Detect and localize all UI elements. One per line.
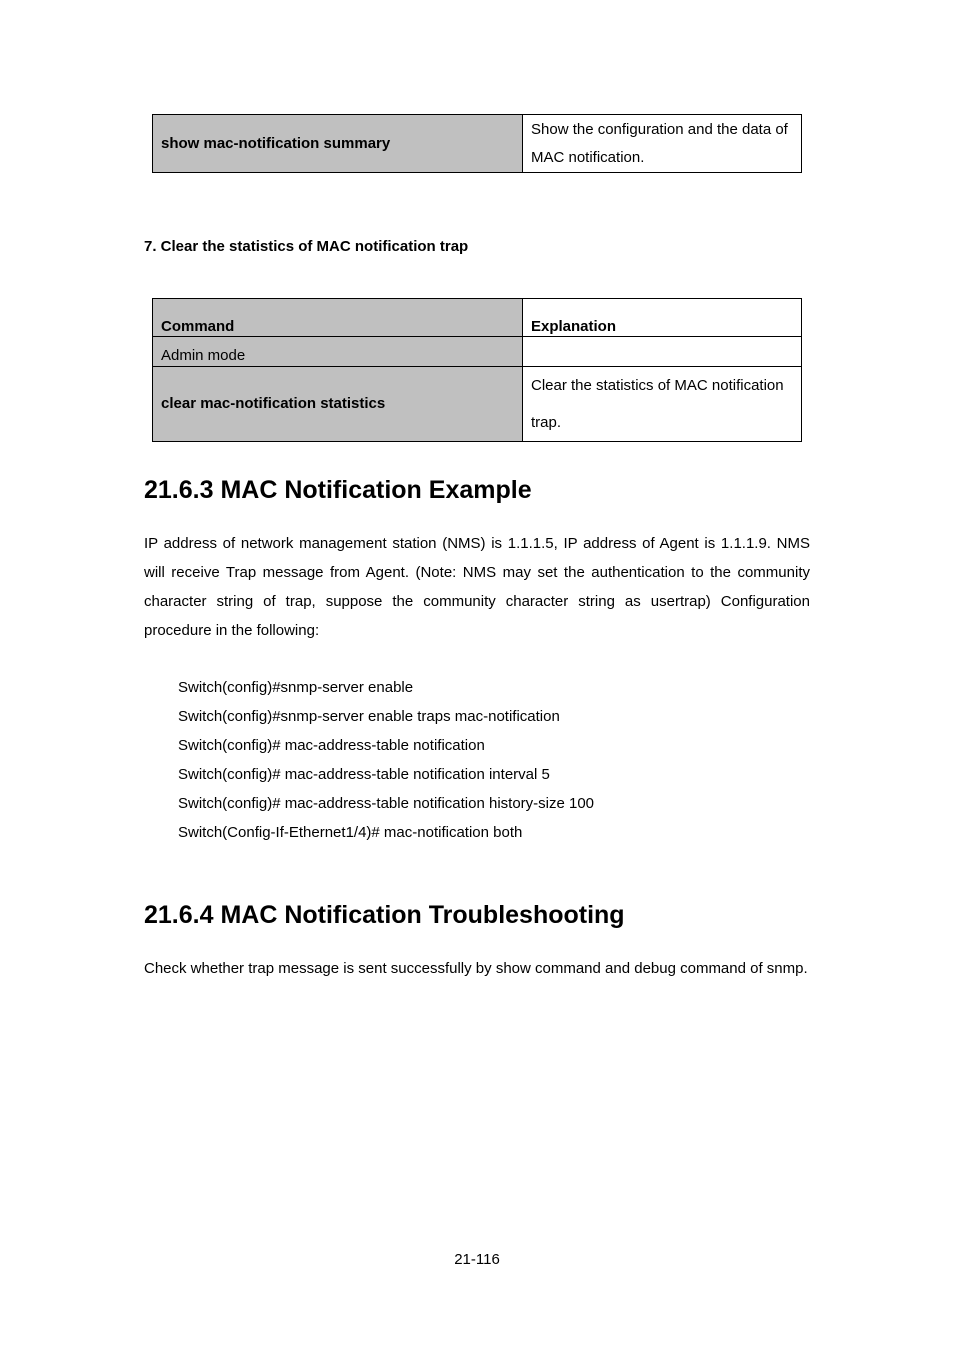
explanation-cell: Clear the statistics of MAC notification trap. <box>523 367 802 442</box>
list-item: Switch(Config-If-Ethernet1/4)# mac-notification both <box>178 824 523 841</box>
troubleshooting-paragraph: Check whether trap message is sent successfully by show command and debug command of snmp. <box>144 960 808 977</box>
section-title-example: 21.6.3 MAC Notification Example <box>144 476 532 504</box>
table-row <box>153 115 802 173</box>
example-paragraph: IP address of network management station (NMS) is 1.1.1.5, IP address of Agent is 1.1.1.9. NMS will receive Trap message from Agent. (Note: NMS may set the authentication to the community character string of trap, suppose the community character string as usertrap) Configuration procedure in the following: <box>144 535 810 639</box>
command-list <box>178 673 594 847</box>
section-heading-clear-statistics: 7. Clear the statistics of MAC notification trap <box>144 238 469 255</box>
mode-cell: Admin mode <box>153 337 523 367</box>
list-item: Switch(config)# mac-address-table notification interval 5 <box>178 766 550 783</box>
table-row <box>153 367 802 442</box>
list-item: Switch(config)# mac-address-table notification history-size 100 <box>178 795 595 812</box>
list-item: Switch(config)#snmp-server enable traps mac-notification <box>178 708 560 725</box>
section-title-troubleshooting: 21.6.4 MAC Notification Troubleshooting <box>144 901 625 929</box>
command-cell: clear mac-notification statistics <box>153 367 523 442</box>
explanation-cell: Show the configuration and the data of MAC notification. <box>523 115 802 173</box>
explanation-column-header: Explanation <box>523 299 802 337</box>
empty-cell <box>523 337 802 367</box>
summary-command-table <box>152 114 802 173</box>
table-header-row <box>153 299 802 337</box>
command-column-header: Command <box>153 299 523 337</box>
command-cell: show mac-notification summary <box>153 115 523 173</box>
list-item: Switch(config)#snmp-server enable <box>178 679 414 696</box>
list-item: Switch(config)# mac-address-table notification <box>178 737 485 754</box>
page-number: 21-116 <box>454 1251 500 1268</box>
mode-row <box>153 337 802 367</box>
clear-statistics-command-table <box>152 298 802 442</box>
